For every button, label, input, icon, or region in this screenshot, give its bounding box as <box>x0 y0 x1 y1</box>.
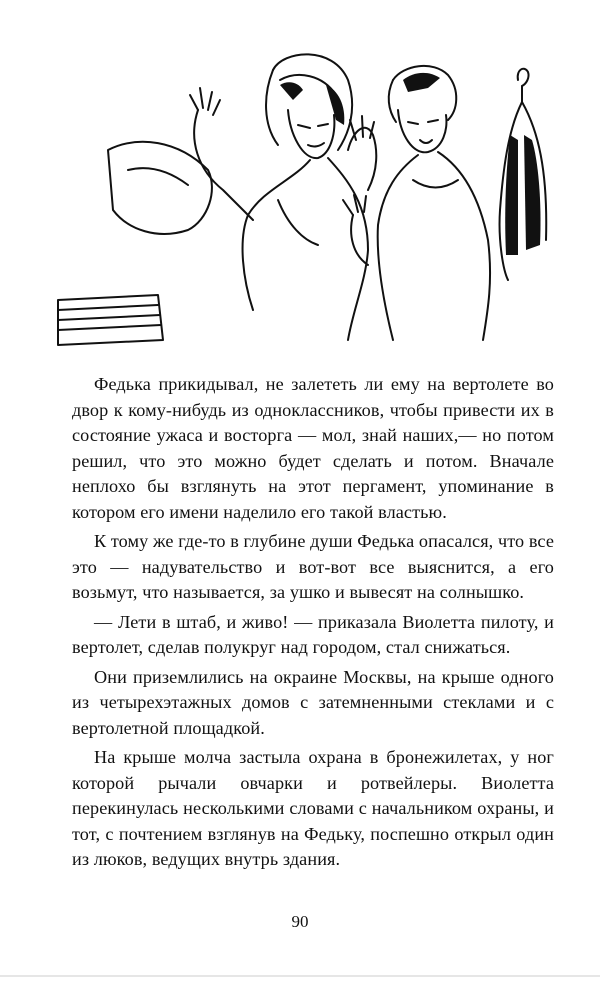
paragraph: — Лети в штаб, и живо! — приказала Виолетта пилоту, и вертолет, сделав полукруг над городом, стал снижаться. <box>72 611 554 657</box>
body-text <box>72 372 554 875</box>
page-number: 90 <box>291 912 309 931</box>
paragraph: На крыше молча застыла охрана в бронежилетах, у ног которой рычали овчарки и ротвейлеры. Виолетта перекинулась несколькими словами с начальником охраны, и тот, с почтением взглянув на Федьку, поспешно открыл один из люков, ведущих внутрь здания. <box>72 747 554 869</box>
paragraph: Федька прикидывал, не залететь ли ему на вертолете во двор к кому-нибудь из одноклассников, чтобы привести их в состояние ужаса и восторга — мол, знай наших,— но потом решил, что это можно будет сделать и потом. Вначале неплохо бы взглянуть на этот пергамент, упоминание в котором его имени наделило его такой властью. <box>72 374 554 522</box>
paragraph: Они приземлились на окраине Москвы, на крыше одного из четырехэтажных домов с затемненными стеклами и с вертолетной площадкой. <box>72 666 554 738</box>
paragraph: К тому же где-то в глубине души Федька опасался, что все это — надувательство и вот-вот все выяснится, а его возьмут, что называется, за ушко и вывесят на солнышко. <box>72 531 554 602</box>
page-bottom-divider <box>0 975 600 977</box>
ink-illustration-image <box>48 40 558 350</box>
